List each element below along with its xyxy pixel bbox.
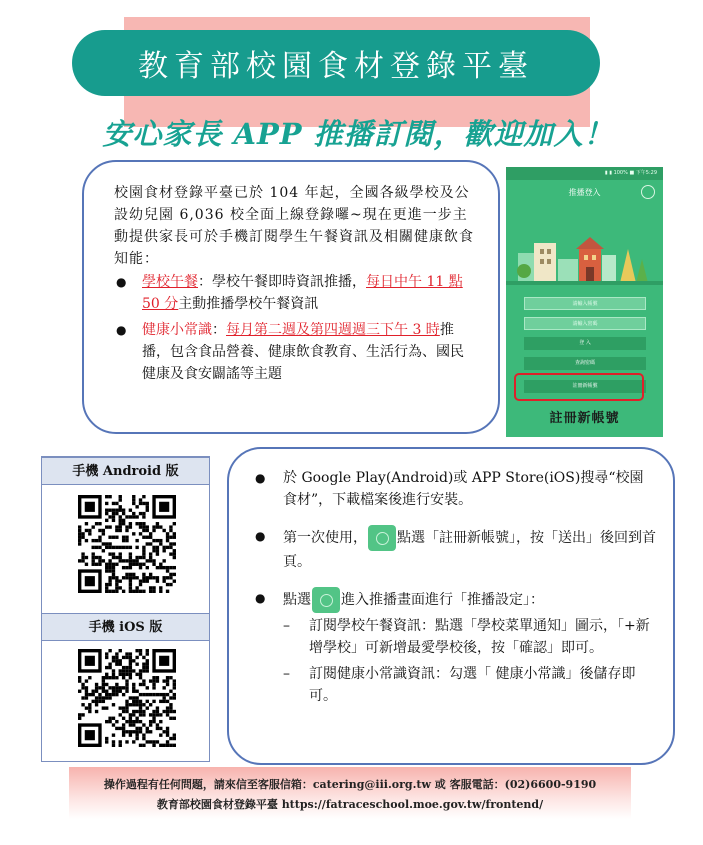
phone-password-input: 請輸入密碼 xyxy=(524,317,646,330)
city-illustration-icon xyxy=(506,219,663,289)
step-1 xyxy=(251,467,657,511)
page-subtitle: 安心家長 APP 推播訂閱，歡迎加入！ xyxy=(102,117,614,151)
sub-item-health: – 訂閱健康小常識資訊：勾選「 健康小常識」後儲存即可。 xyxy=(283,663,657,707)
bullet-icon: ● xyxy=(255,529,266,543)
android-qr-code-icon xyxy=(78,495,176,593)
ios-label: 手機 iOS 版 xyxy=(42,613,209,641)
phone-settings-icon xyxy=(641,185,655,199)
register-highlight-box xyxy=(514,373,644,401)
phone-status-bar: ▮ ▮ 100% ■ 下午5:29 xyxy=(506,167,663,180)
qr-panel xyxy=(41,456,210,762)
bullet-icon: ● xyxy=(255,471,266,485)
feature-sep: ：學校午餐即時資訊推播， xyxy=(198,274,366,290)
step-3 xyxy=(251,587,657,707)
feature-label: 健康小常識 xyxy=(142,322,212,338)
intro-paragraph: 校園食材登錄平臺已於 104 年起，全國各級學校及公設幼兒園 6,036 校全面上線登錄囉~現在更進一步主動提供家長可於手機訂閱學生午餐資訊及相關健康飲食知能： xyxy=(114,185,474,267)
footer-contact: 操作過程有任何問題，請來信至客服信箱：catering@iii.org.tw 或 客服電話：(02)6600-9190 xyxy=(103,778,597,791)
phone-login-button: 登 入 xyxy=(524,337,646,350)
phone-register-button: 註冊新帳號 xyxy=(524,380,646,393)
bullet-icon: ● xyxy=(255,591,266,605)
step-3-sublist xyxy=(283,615,657,707)
steps-panel xyxy=(227,447,675,765)
feature-label: 學校午餐 xyxy=(142,274,198,290)
intro-panel xyxy=(82,160,500,434)
phone-title: 推播登入 xyxy=(568,187,601,197)
feature-item-lunch xyxy=(114,271,476,315)
sub-item-lunch: – 訂閱學校午餐資訊：點選「學校菜單通知」圖示，「+新增學校」可新增最愛學校後，按「確認」即可。 xyxy=(283,615,657,659)
feature-highlight: 每日中午 11 點 50 分 xyxy=(142,274,463,312)
step-2 xyxy=(251,525,657,573)
feature-sep: ： xyxy=(212,322,226,338)
phone-forgot-button: 查詢密碼 xyxy=(524,357,646,370)
feature-rest: 主動推播學校午餐資訊 xyxy=(178,296,319,312)
step-2-text-b: 點選「註冊新帳號」，按「送出」後回到首頁。 xyxy=(283,530,656,570)
feature-item-health xyxy=(114,319,476,385)
android-label: 手機 Android 版 xyxy=(42,457,209,485)
app-home-icon xyxy=(368,525,396,551)
page-title: 教育部校園食材登錄平臺 xyxy=(72,30,600,96)
phone-title-bar xyxy=(506,180,663,204)
step-1-text: 於 Google Play(Android)或 APP Store(iOS)搜尋“校園食材”，下載檔案後進行安裝。 xyxy=(283,470,644,508)
step-3-text-a: 點選 xyxy=(283,592,311,608)
phone-caption: 註冊新帳號 xyxy=(549,411,620,426)
feature-highlight: 每月第二週及第四週週三下午 3 時 xyxy=(226,322,440,338)
push-menu-icon xyxy=(312,587,340,613)
step-3-text-b: 進入推播畫面進行「推播設定」： xyxy=(341,592,544,608)
ios-qr-code-icon xyxy=(78,649,176,747)
footer-url: 教育部校園食材登錄平臺 https://fatraceschool.moe.gov.tw/frontend/ xyxy=(156,798,544,811)
phone-screenshot xyxy=(506,167,663,437)
feature-list xyxy=(114,271,476,385)
footer xyxy=(69,767,631,819)
phone-account-input: 請輸入帳號 xyxy=(524,297,646,310)
step-2-text-a: 第一次使用， xyxy=(283,530,367,546)
feature-rest: 推播，包含食品營養、健康飲食教育、生活行為、國民健康及食安闢謠等主題 xyxy=(142,322,464,382)
